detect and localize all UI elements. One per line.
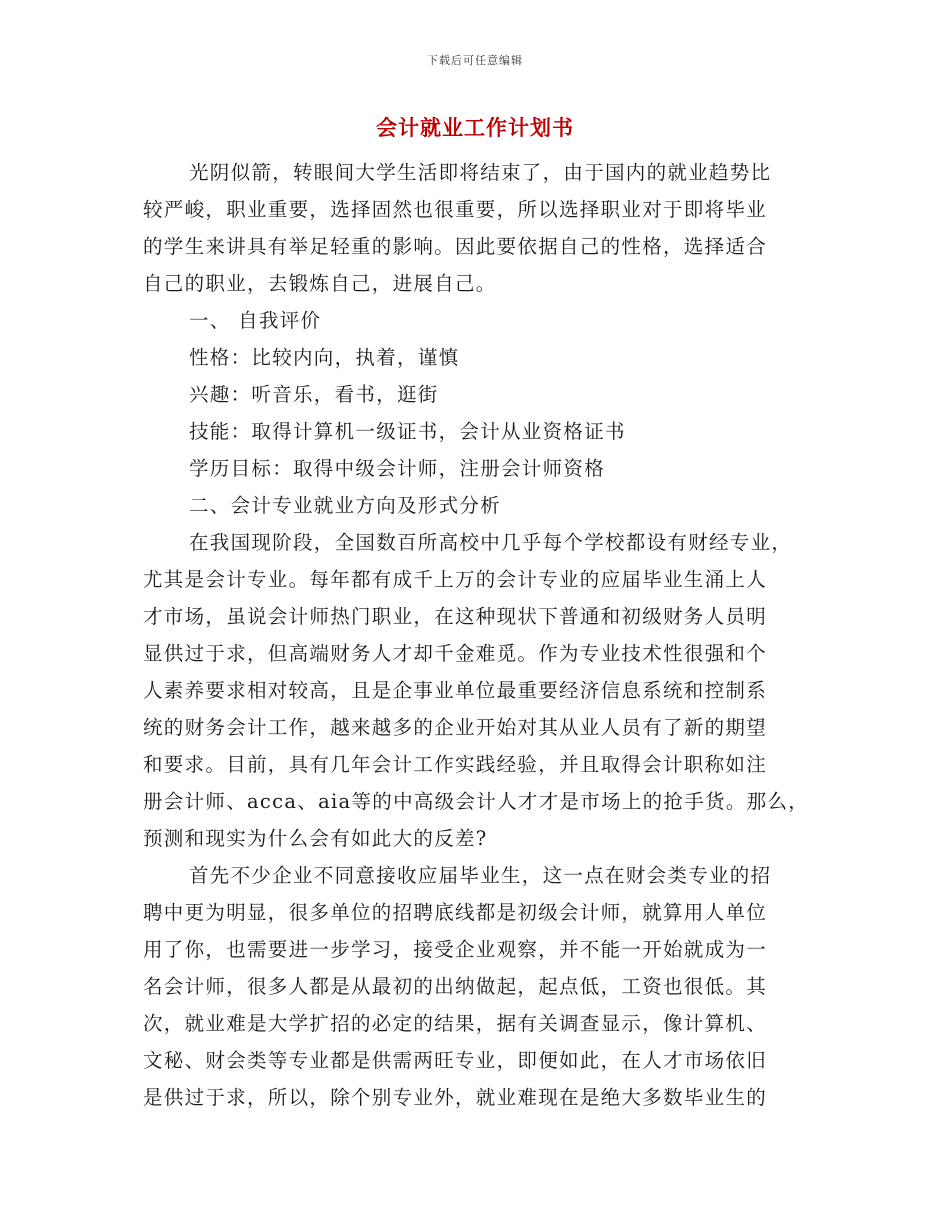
text-line: 二、会计专业就业方向及形式分析: [189, 494, 502, 517]
text-line: 人素养要求相对较高，且是企事业单位最重要经济信息系统和控制系: [143, 679, 768, 702]
document-body: [143, 160, 823, 1122]
text-line: 统的财务会计工作，越来越多的企业开始对其从业人员有了新的期望: [143, 716, 768, 739]
text-line: 是供过于求，所以，除个别专业外，就业难现在是绝大多数毕业生的: [143, 1086, 768, 1109]
text-line: 才市场，虽说会计师热门职业，在这种现状下普通和初级财务人员明: [143, 605, 768, 628]
text-line: 技能：取得计算机一级证书，会计从业资格证书: [189, 420, 626, 443]
text-line: 在我国现阶段，全国数百所高校中几乎每个学校都设有财经专业，: [189, 531, 793, 554]
text-line: 一、 自我评价: [189, 309, 322, 332]
text-line: 用了你，也需要进一步学习，接受企业观察，并不能一开始就成为一: [143, 938, 768, 961]
text-line: 聘中更为明显，很多单位的招聘底线都是初级会计师，就算用人单位: [143, 901, 768, 924]
header-note: 下载后可任意编辑: [427, 54, 523, 67]
text-line: 显供过于求，但高端财务人才却千金难觅。作为专业技术性很强和个: [143, 642, 768, 665]
text-line: 的学生来讲具有举足轻重的影响。因此要依据自己的性格，选择适合: [143, 235, 768, 258]
text-line: 预测和现实为什么会有如此大的反差?: [143, 827, 488, 850]
text-line: 首先不少企业不同意接收应届毕业生，这一点在财会类专业的招: [189, 864, 772, 887]
text-line: 兴趣：听音乐，看书，逛街: [189, 383, 439, 406]
text-line: 自己的职业，去锻炼自己，进展自己。: [143, 272, 497, 295]
document-title: 会计就业工作计划书: [376, 115, 574, 140]
text-line: 名会计师，很多人都是从最初的出纳做起，起点低，工资也很低。其: [143, 975, 768, 998]
text-line: 性格：比较内向，执着，谨慎: [189, 346, 460, 369]
text-line: 册会计师、acca、aia等的中高级会计人才才是市场上的抢手货。那么，: [143, 790, 810, 813]
text-line: 尤其是会计专业。每年都有成千上万的会计专业的应届毕业生涌上人: [143, 568, 768, 591]
text-line: 文秘、财会类等专业都是供需两旺专业，即便如此，在人才市场依旧: [143, 1049, 768, 1072]
text-line: 较严峻，职业重要，选择固然也很重要，所以选择职业对于即将毕业: [143, 198, 768, 221]
text-line: 次，就业难是大学扩招的必定的结果，据有关调查显示，像计算机、: [143, 1012, 768, 1035]
text-line: 学历目标：取得中级会计师，注册会计师资格: [189, 457, 606, 480]
text-line: 光阴似箭，转眼间大学生活即将结束了，由于国内的就业趋势比: [189, 161, 772, 184]
text-line: 和要求。目前，具有几年会计工作实践经验，并且取得会计职称如注: [143, 753, 768, 776]
